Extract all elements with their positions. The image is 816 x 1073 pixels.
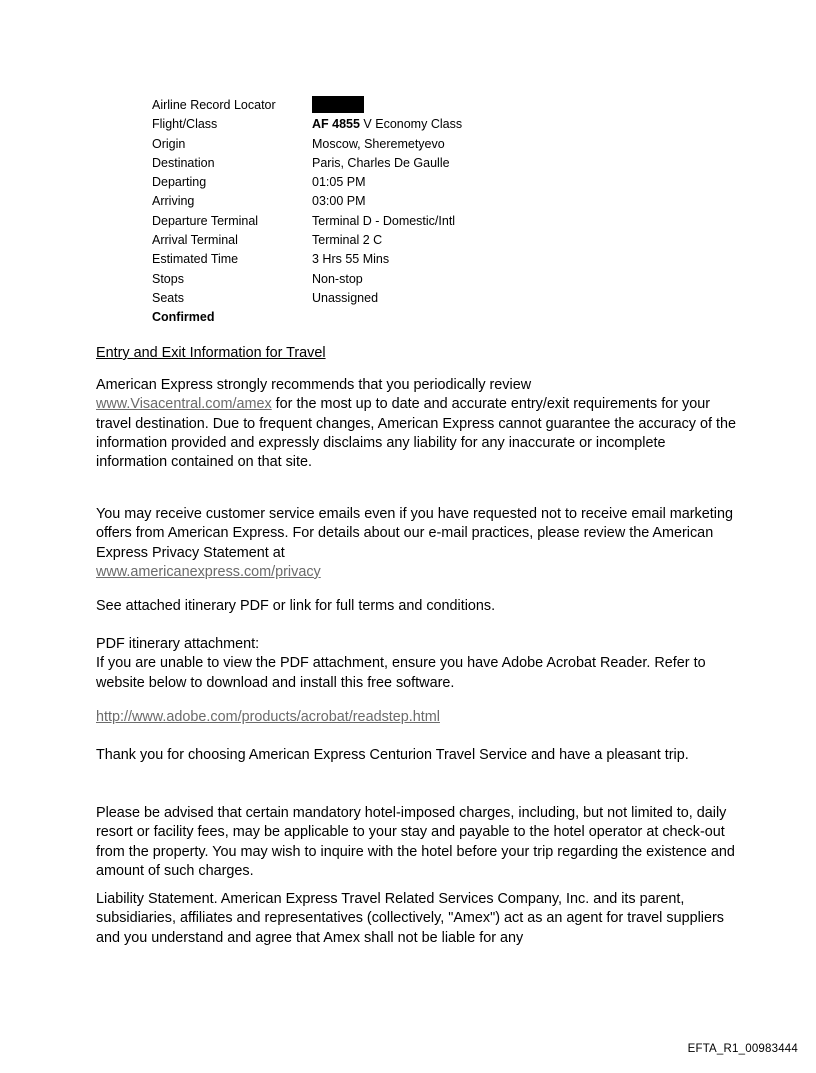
record-locator-label: Airline Record Locator: [152, 98, 276, 112]
pdf-paragraph: [96, 635, 736, 693]
entry-exit-text-start: American Express strongly recommends that you periodically review: [96, 377, 532, 393]
entry-exit-text-end: for the most up to date and accurate entry/exit requirements for your travel destination. Due to frequent changes, American Express cannot guarantee the accuracy of the information provided and expressly disclaims any liability for any inaccurate or incomplete information contained on that site.: [96, 396, 736, 471]
origin-label: Origin: [152, 136, 186, 151]
redaction-block: [312, 96, 364, 113]
thanks-paragraph: Thank you for choosing American Express Centurion Travel Service and have a pleasant trip.: [96, 747, 689, 763]
booking-status: Confirmed: [152, 310, 215, 325]
destination-value: Paris, Charles De Gaulle: [312, 155, 450, 170]
pdf-instructions: If you are unable to view the PDF attachment, ensure you have Adobe Acrobat Reader. Refer to website below to download and install this free software.: [96, 655, 706, 691]
arriving-value: 03:00 PM: [312, 194, 366, 209]
attached-paragraph: See attached itinerary PDF or link for full terms and conditions.: [96, 598, 496, 614]
stops-label: Stops: [152, 271, 184, 286]
entry-exit-heading: Entry and Exit Information for Travel: [96, 345, 326, 361]
stops-value: Non-stop: [312, 271, 363, 286]
arrival-terminal-value: Terminal 2 C: [312, 233, 383, 248]
pdf-heading: PDF itinerary attachment:: [96, 636, 260, 652]
destination-label: Destination: [152, 155, 215, 170]
email-text: You may receive customer service emails even if you have requested not to receive email marketing offers from American Express. For details about our e-mail practices, please review the American Express Privacy Statement at: [96, 506, 733, 561]
estimated-time-value: 3 Hrs 55 Mins: [312, 252, 390, 267]
arrival-terminal-label: Arrival Terminal: [152, 233, 238, 248]
entry-exit-paragraph: [96, 376, 736, 472]
visacentral-link[interactable]: www.Visacentral.com/amex: [96, 396, 272, 413]
document-id: EFTA_R1_00983444: [687, 1043, 798, 1055]
departing-label: Departing: [152, 175, 207, 190]
adobe-link[interactable]: http://www.adobe.com/products/acrobat/readstep.html: [96, 709, 440, 725]
departing-value: 01:05 PM: [312, 175, 366, 190]
departure-terminal-value: Terminal D - Domestic/Intl: [312, 213, 456, 228]
flight-class: V Economy Class: [359, 117, 463, 132]
email-paragraph: [96, 505, 736, 582]
privacy-link[interactable]: www.americanexpress.com/privacy: [96, 563, 321, 580]
seats-value: Unassigned: [312, 290, 379, 305]
estimated-time-label: Estimated Time: [152, 252, 239, 267]
flight-number: AF 4855: [312, 117, 360, 132]
liability-paragraph: Liability Statement. American Express Travel Related Services Company, Inc. and its parent, subsidiaries, affiliates and representatives (collectively, "Amex") act as an agent for travel suppliers and you understand and agree that Amex shall not be liable for any: [96, 891, 724, 946]
origin-value: Moscow, Sheremetyevo: [312, 136, 445, 151]
arriving-label: Arriving: [152, 194, 195, 209]
flight-class-value: [312, 115, 462, 134]
departure-terminal-label: Departure Terminal: [152, 213, 259, 228]
record-locator-value: [312, 96, 364, 115]
adobe-paragraph: [96, 708, 736, 727]
seats-label: Seats: [152, 290, 184, 305]
flight-class-label: Flight/Class: [152, 117, 218, 132]
hotel-charges-paragraph: Please be advised that certain mandatory hotel-imposed charges, including, but not limited to, daily resort or facility fees, may be applicable to your stay and payable to the hotel operator at check-out from the property. You may wish to inquire with the hotel before your trip regarding the existence and amount of such charges.: [96, 805, 735, 879]
